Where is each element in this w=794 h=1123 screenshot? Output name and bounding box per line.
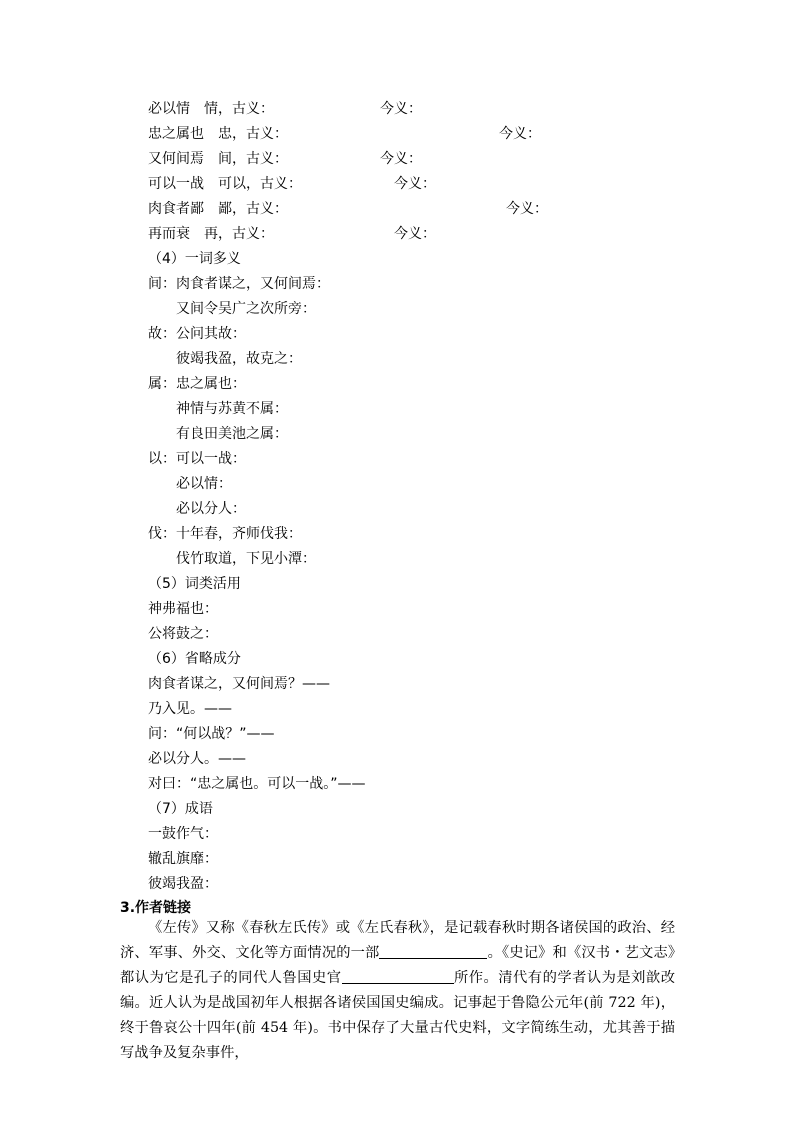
ellipsis-title: （6）省略成分 [148,651,241,667]
idiom-item: 一鼓作气： [148,826,218,842]
gu-jin-modern-label: 今义： [394,226,436,242]
gu-jin-word: 必以情 情，古义： [148,101,274,117]
fill-in-blank-2[interactable] [342,969,454,984]
gu-jin-word: 又何间焉 间，古义： [148,151,288,167]
polysemy-item: 有良田美池之属： [176,426,288,442]
word-class-title: （5）词类活用 [148,576,241,592]
gu-jin-word: 肉食者鄙 鄙，古义： [148,201,288,217]
idiom-item: 辙乱旗靡： [148,851,218,867]
polysemy-item: 必以分人： [176,501,246,517]
gu-jin-modern-label: 今义： [394,176,436,192]
fill-in-blank-1[interactable] [379,944,487,959]
gu-jin-word: 忠之属也 忠，古义： [148,126,288,142]
polysemy-item: 伐竹取道，下见小潭： [176,551,316,567]
polysemy-item: 属：忠之属也： [148,376,246,392]
gu-jin-modern-label: 今义： [506,201,548,217]
ellipsis-item: 问：“何以战？”—— [148,726,275,742]
ellipsis-item: 肉食者谋之，又何间焉？—— [148,676,330,692]
word-class-item: 神弗福也： [148,601,218,617]
gu-jin-word: 可以一战 可以，古义： [148,176,302,192]
polysemy-item: 必以情： [176,476,232,492]
polysemy-item: 伐：十年春，齐师伐我： [148,526,302,542]
polysemy-item: 故：公问其故： [148,326,246,342]
ellipsis-item: 对曰：“忠之属也。可以一战。”—— [148,776,366,792]
gu-jin-modern-label: 今义： [499,126,541,142]
author-section-heading: 3.作者链接 [120,900,192,916]
author-text-part-1: 《左传》又称《春秋左氏传》或《左氏春秋》，是记载春秋时期各诸侯国的政治、经济、军事、外交、文化等方面情况的一部 [120,920,675,961]
ellipsis-item: 乃入见。—— [148,701,232,717]
author-text-part-3: 所作。清代有的学者认为是刘歆改编。近人认为是战国初年人根据各诸侯国国史编成。记事起于鲁隐公元年(前 722 年)，终于鲁哀公十四年(前 454 年)。书中保存了大量古代史料，文字简练生动，尤其善于描写战争及复杂事件， [120,970,675,1061]
polysemy-item: 又间令吴广之次所旁： [176,301,316,317]
author-text-part-2: 。《史记》和《汉书・艺文志》都认为它是孔子的同代人鲁国史官 [120,945,676,986]
polysemy-item: 间：肉食者谋之，又何间焉： [148,276,330,292]
polysemy-item: 彼竭我盈，故克之： [176,351,302,367]
polysemy-title: （4）一词多义 [148,251,241,267]
idiom-item: 彼竭我盈： [148,876,218,892]
polysemy-item: 以：可以一战： [148,451,246,467]
gu-jin-word: 再而衰 再，古义： [148,226,274,242]
word-class-item: 公将鼓之： [148,626,218,642]
gu-jin-modern-label: 今义： [380,101,422,117]
polysemy-item: 神情与苏黄不属： [176,401,288,417]
ellipsis-item: 必以分人。—— [148,751,246,767]
author-paragraph [120,916,675,1066]
gu-jin-modern-label: 今义： [380,151,422,167]
idiom-title: （7）成语 [148,801,213,817]
